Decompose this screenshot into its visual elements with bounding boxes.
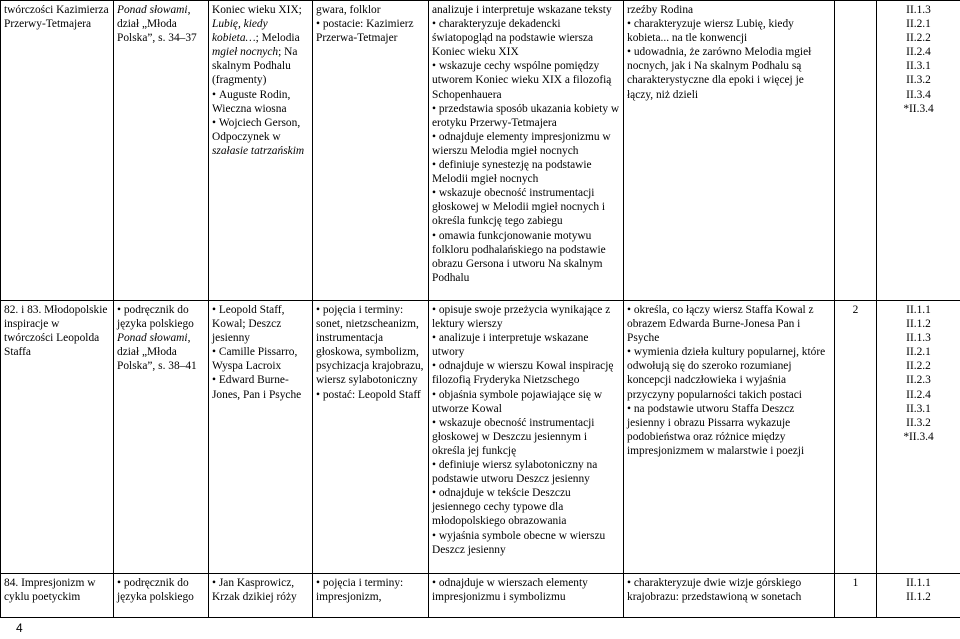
text-item: ; Melodia <box>255 32 300 45</box>
requirement-item: • odnajduje w wierszach elementy impresjonizmu i symbolizmu <box>432 577 588 603</box>
requirement-item: • wskazuje obecność instrumentacji głoskowej w Deszczu jesiennym i określa jej funkcję <box>432 416 620 458</box>
ref-code: *II.3.4 <box>903 430 934 443</box>
requirement-item: • odnajduje w wierszu Kowal inspirację filozofią Fryderyka Nietzschego <box>432 359 620 387</box>
ref-code: II.3.4 <box>906 88 931 101</box>
extended-requirements-cell <box>624 1 835 301</box>
ref-code: II.2.4 <box>906 388 931 401</box>
requirement-item: • odnajduje elementy impresjonizmu w wierszu Melodia mgieł nocnych <box>432 130 620 158</box>
requirement-item: • na podstawie utworu Staffa Deszcz jesienny i obrazu Pissarra wykazuje podobieństwa oraz różnice między impresjonizmem w malarstwie i poezji <box>627 402 831 458</box>
text-item: • Edward Burne-Jones, Pan i Psyche <box>212 373 309 401</box>
text-item: • Jan Kasprowicz, Krzak dzikiej róży <box>212 577 297 603</box>
texts-cell <box>209 301 313 574</box>
requirement-item: analizuje i interpretuje wskazane teksty <box>432 4 612 16</box>
terms-cell <box>313 301 429 574</box>
table-row <box>1 301 960 574</box>
refs-cell <box>877 1 960 301</box>
materials-title: Ponad słowami <box>117 4 188 16</box>
text-item: ; Na skalnym Podhalu (fragmenty) <box>212 46 298 87</box>
requirement-item: • charakteryzuje wiersz Lubię, kiedy kobieta... na tle konwencji <box>627 17 831 45</box>
hours-cell <box>835 574 877 618</box>
term-item: • pojęcia i terminy: impresjonizm, <box>316 577 403 603</box>
lesson-topic-cell <box>1 1 114 301</box>
lesson-topic-cell <box>1 574 114 618</box>
term-item: • postacie: Kazimierz Przerwa-Tetmajer <box>316 17 425 45</box>
table-row <box>1 1 960 301</box>
ref-code: II.2.4 <box>906 46 931 59</box>
ref-code: II.3.2 <box>906 416 931 429</box>
basic-requirements-cell <box>429 1 624 301</box>
requirement-item: • wskazuje cechy wspólne pomiędzy utworem Koniec wieku XIX a filozofią Schopenhauera <box>432 59 620 101</box>
basic-requirements-cell <box>429 301 624 574</box>
requirement-item: rzeźby Rodina <box>627 4 694 16</box>
requirement-item: • wskazuje obecność instrumentacji głoskowej w Melodii mgieł nocnych i określa funkcję tego zabiegu <box>432 186 620 228</box>
requirement-item: • przedstawia sposób ukazania kobiety w erotyku Przerwy-Tetmajera <box>432 102 620 130</box>
requirement-item: • odnajduje w tekście Deszczu jesiennego cechy typowe dla młodopolskiego obrazowania <box>432 486 620 528</box>
ref-code: II.3.1 <box>906 402 931 415</box>
requirement-item: • wymienia dzieła kultury popularnej, które odwołują się do szeroko rozumianej koncepcji nadczłowieka i wyjaśnia przyczyny popularności takich postaci <box>627 345 831 401</box>
requirement-item: • analizuje i interpretuje wskazane utwory <box>432 331 620 359</box>
text-item: Lubię, kiedy kobieta… <box>212 18 268 45</box>
ref-code: II.2.1 <box>906 346 931 359</box>
texts-cell <box>209 574 313 618</box>
requirement-item: • udowadnia, że zarówno Melodia mgieł nocnych, jak i Na skalnym Podhalu są charakterystyczne dla epoki i więcej je łączy, niż dzieli <box>627 45 831 101</box>
ref-code: II.1.1 <box>906 577 931 589</box>
terms-cell <box>313 574 429 618</box>
term-item: • postać: Leopold Staff <box>316 388 425 402</box>
requirement-item: • określa, co łączy wiersz Staffa Kowal z obrazem Edwarda Burne-Jonesa Pan i Psyche <box>627 303 831 345</box>
term-item: gwara, folklor <box>316 4 381 16</box>
materials-note: , dział „Młoda Polska”, s. 34–37 <box>117 4 197 45</box>
ref-code: II.3.2 <box>906 74 931 87</box>
ref-code: II.1.1 <box>906 304 931 316</box>
lesson-topic: twórczości Kazimierza Przerwy-Tetmajera <box>4 4 109 31</box>
table-row <box>1 574 960 618</box>
lesson-topic-cell <box>1 301 114 574</box>
text-item: • Wojciech Gerson, Odpoczynek w <box>212 117 300 143</box>
ref-code: *II.3.4 <box>903 102 934 115</box>
extended-requirements-cell <box>624 301 835 574</box>
ref-code: II.1.3 <box>906 332 931 345</box>
term-item: • pojęcia i terminy: sonet, nietzscheanizm, instrumentacja głoskowa, symbolizm, psychizacja krajobrazu, wiersz sylabotoniczny <box>316 303 425 388</box>
requirement-item: • definiuje synestezję na podstawie Melodii mgieł nocnych <box>432 158 620 186</box>
texts-cell <box>209 1 313 301</box>
requirement-item: • charakteryzuje dekadencki światopogląd na podstawie wiersza Koniec wieku XIX <box>432 17 620 59</box>
ref-code: II.2.1 <box>906 18 931 31</box>
text-item: • Camille Pissarro, Wyspa Lacroix <box>212 345 309 373</box>
lesson-topic: 82. i 83. Młodopolskie inspiracje w twórczości Leopolda Staffa <box>4 304 108 359</box>
terms-cell <box>313 1 429 301</box>
ref-code: II.1.2 <box>906 591 931 604</box>
requirement-item: • charakteryzuje dwie wizje górskiego krajobrazu: przedstawioną w sonetach <box>627 577 801 603</box>
materials-cell <box>114 574 209 618</box>
text-item: Koniec wieku XIX; <box>212 4 302 16</box>
hours-cell <box>835 1 877 301</box>
ref-code: II.3.1 <box>906 60 931 73</box>
hours-value: 2 <box>852 304 859 316</box>
ref-code: II.2.3 <box>906 374 931 387</box>
lesson-topic: 84. Impresjonizm w cyklu poetyckim <box>4 577 96 604</box>
requirement-item: • objaśnia symbole pojawiające się w utworze Kowal <box>432 388 620 416</box>
ref-code: II.1.2 <box>906 318 931 331</box>
text-item: • Auguste Rodin, Wieczna wiosna <box>212 88 309 116</box>
page-number: 4 <box>16 621 23 635</box>
ref-code: II.1.3 <box>906 4 931 16</box>
requirement-item: • wyjaśnia symbole obecne w wierszu Deszcz jesienny <box>432 529 620 557</box>
basic-requirements-cell <box>429 574 624 618</box>
refs-cell <box>877 301 960 574</box>
materials-cell <box>114 301 209 574</box>
text-item: • Leopold Staff, Kowal; Deszcz jesienny <box>212 303 309 345</box>
text-item: szałasie tatrzańskim <box>212 144 305 157</box>
requirement-item: • opisuje swoje przeżycia wynikające z lektury wierszy <box>432 303 620 331</box>
hours-cell <box>835 301 877 574</box>
materials-title: • podręcznik do języka polskiego <box>117 577 194 603</box>
materials-note: , dział „Młoda Polska”, s. 38–41 <box>117 332 197 373</box>
ref-code: II.2.2 <box>906 32 931 45</box>
materials-cell <box>114 1 209 301</box>
text-item: mgieł nocnych <box>212 46 279 59</box>
extended-requirements-cell <box>624 574 835 618</box>
refs-cell <box>877 574 960 618</box>
materials-title: • podręcznik do języka polskiego <box>117 304 194 330</box>
requirement-item: • omawia funkcjonowanie motywu folkloru podhalańskiego na podstawie obrazu Gersona i utworu Na skalnym Podhalu <box>432 229 620 285</box>
ref-code: II.2.2 <box>906 360 931 373</box>
requirement-item: • definiuje wiersz sylabotoniczny na podstawie utworu Deszcz jesienny <box>432 458 620 486</box>
materials-title: Ponad słowami <box>117 332 188 345</box>
hours-value: 1 <box>852 577 859 589</box>
